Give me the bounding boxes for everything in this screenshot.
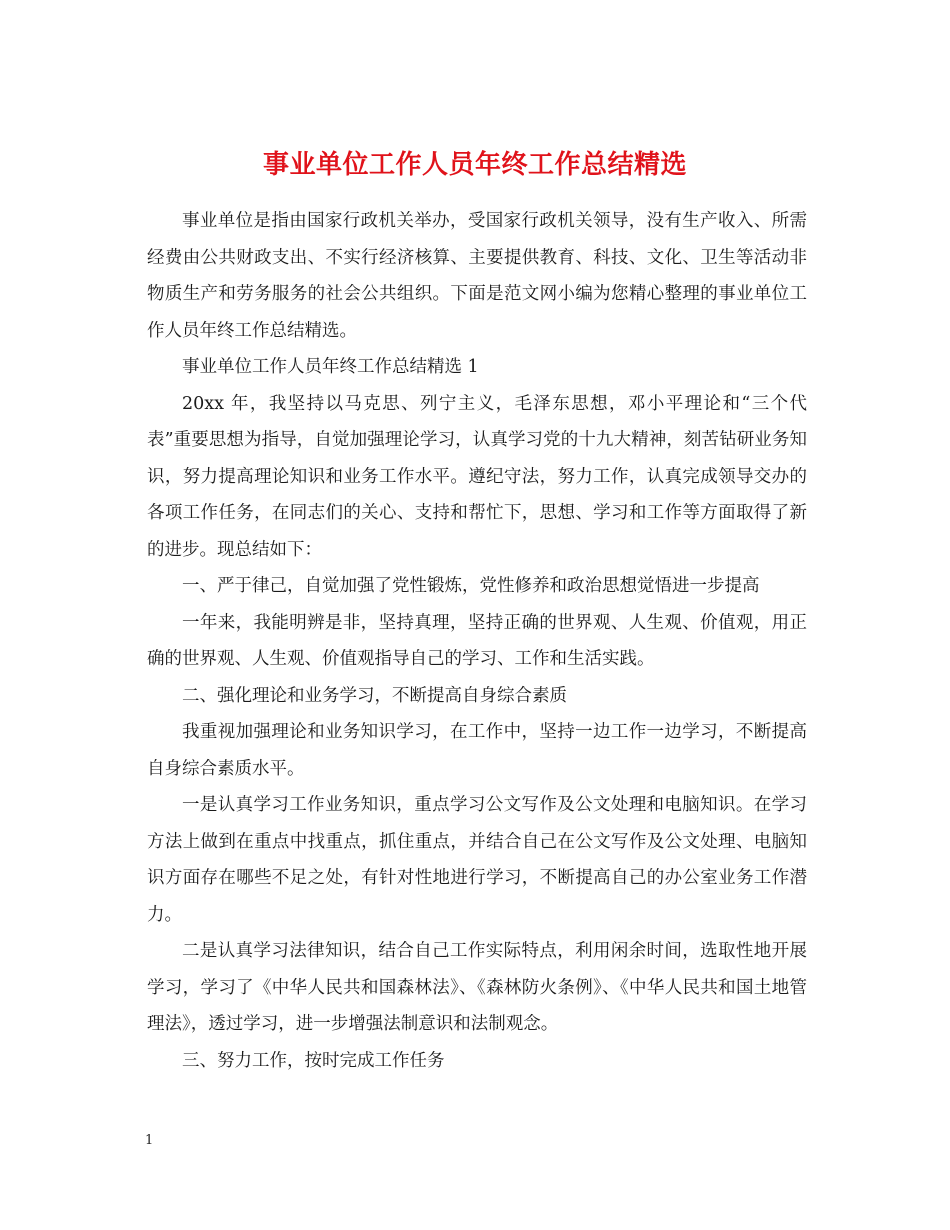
paragraph-worldview: 一年来，我能明辨是非，坚持真理，坚持正确的世界观、人生观、价值观，用正确的世界观、人生观、价值观指导自己的学习、工作和生活实践。: [147, 612, 807, 669]
page-number: 1: [145, 1133, 154, 1148]
intro-paragraph: 事业单位是指由国家行政机关举办，受国家行政机关领导，没有生产收入、所需经费由公共财政支出、不实行经济核算、主要提供教育、科技、文化、卫生等活动非物质生产和劳务服务的社会公共组织。下面是范文网小编为您精心整理的事业单位工作人员年终工作总结精选。: [147, 211, 807, 341]
section-heading-summary-1: 事业单位工作人员年终工作总结精选 1: [182, 357, 479, 377]
document-title: 事业单位工作人员年终工作总结精选: [262, 150, 687, 181]
section-heading-2: 二、强化理论和业务学习，不断提高自身综合素质: [182, 685, 567, 706]
document-body: [147, 203, 807, 1079]
paragraph-study: 我重视加强理论和业务知识学习，在工作中，坚持一边工作一边学习，不断提高自身综合素质水平。: [147, 722, 807, 779]
section-heading-3: 三、努力工作，按时完成工作任务: [182, 1050, 445, 1071]
section-heading-1: 一、严于律己，自觉加强了党性锻炼，党性修养和政治思想觉悟进一步提高: [182, 576, 760, 596]
overview-paragraph: 20xx 年，我坚持以马克思、列宁主义，毛泽东思想，邓小平理论和“三个代表”重要思想为指导，自觉加强理论学习，认真学习党的十九大精神，刻苦钻研业务知识，努力提高理论知识和业务工作水平。遵纪守法，努力工作，认真完成领导交办的各项工作任务，在同志们的关心、支持和帮忙下，思想、学习和工作等方面取得了新的进步。现总结如下：: [147, 393, 807, 560]
paragraph-legal-knowledge: 二是认真学习法律知识，结合自己工作实际特点，利用闲余时间，选取性地开展学习，学习了《中华人民共和国森林法》、《森林防火条例》、《中华人民共和国土地管理法》，透过学习，进一步增强法制意识和法制观念。: [147, 941, 807, 1034]
paragraph-business-knowledge: 一是认真学习工作业务知识，重点学习公文写作及公文处理和电脑知识。在学习方法上做到在重点中找重点，抓住重点，并结合自己在公文写作及公文处理、电脑知识方面存在哪些不足之处，有针对性地进行学习，不断提高自己的办公室业务工作潜力。: [147, 795, 807, 925]
